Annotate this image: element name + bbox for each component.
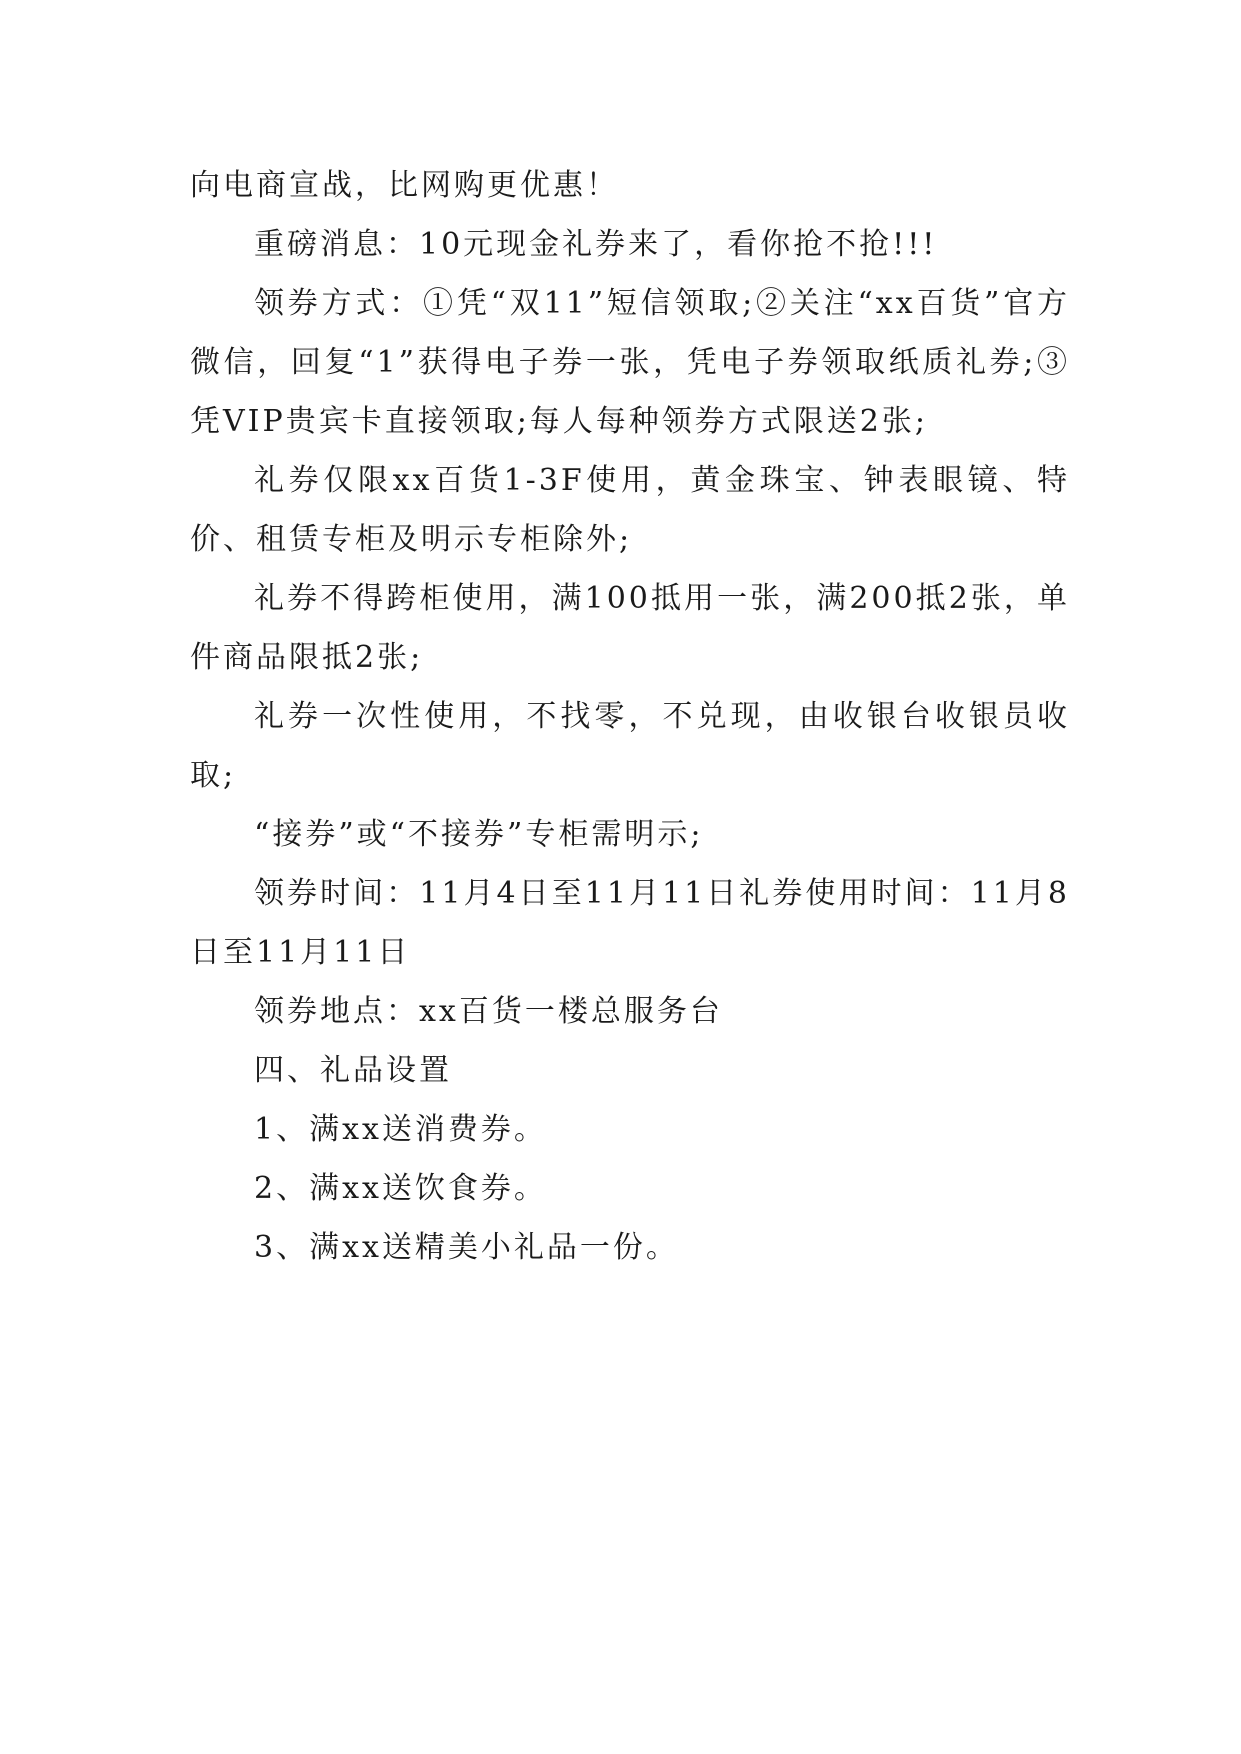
paragraph-one-time-use: 礼券一次性使用，不找零，不兑现，由收银台收银员收取;: [190, 699, 1070, 793]
paragraph-time: 领券时间：11月4日至11月11日礼券使用时间：11月8日至11月11日: [190, 876, 1070, 970]
paragraph-usage-scope: 礼券仅限xx百货1-3F使用，黄金珠宝、钟表眼镜、特价、租赁专柜及明示专柜除外;: [190, 463, 1070, 557]
paragraph-location: 领券地点：xx百货一楼总服务台: [254, 994, 723, 1029]
list-item: 1、满xx送消费券。: [254, 1112, 547, 1147]
paragraph-usage-rule: 礼券不得跨柜使用，满100抵用一张，满200抵2张，单件商品限抵2张;: [190, 581, 1070, 675]
list-item: 3、满xx送精美小礼品一份。: [254, 1230, 679, 1265]
section-heading-gifts: 四、礼品设置: [254, 1053, 452, 1088]
paragraph-collect-method: 领券方式：①凭“双11”短信领取;②关注“xx百货”官方微信，回复“1”获得电子券一张，凭电子券领取纸质礼券;③凭VIP贵宾卡直接领取;每人每种领券方式限送2张;: [190, 286, 1070, 439]
document-body: [190, 156, 1070, 1277]
paragraph-counter-notice: “接券”或“不接券”专柜需明示;: [254, 817, 704, 852]
paragraph-news: 重磅消息：10元现金礼券来了，看你抢不抢!!!: [254, 227, 938, 262]
list-item: 2、满xx送饮食券。: [254, 1171, 547, 1206]
paragraph-intro: 向电商宣战，比网购更优惠！: [190, 168, 619, 203]
